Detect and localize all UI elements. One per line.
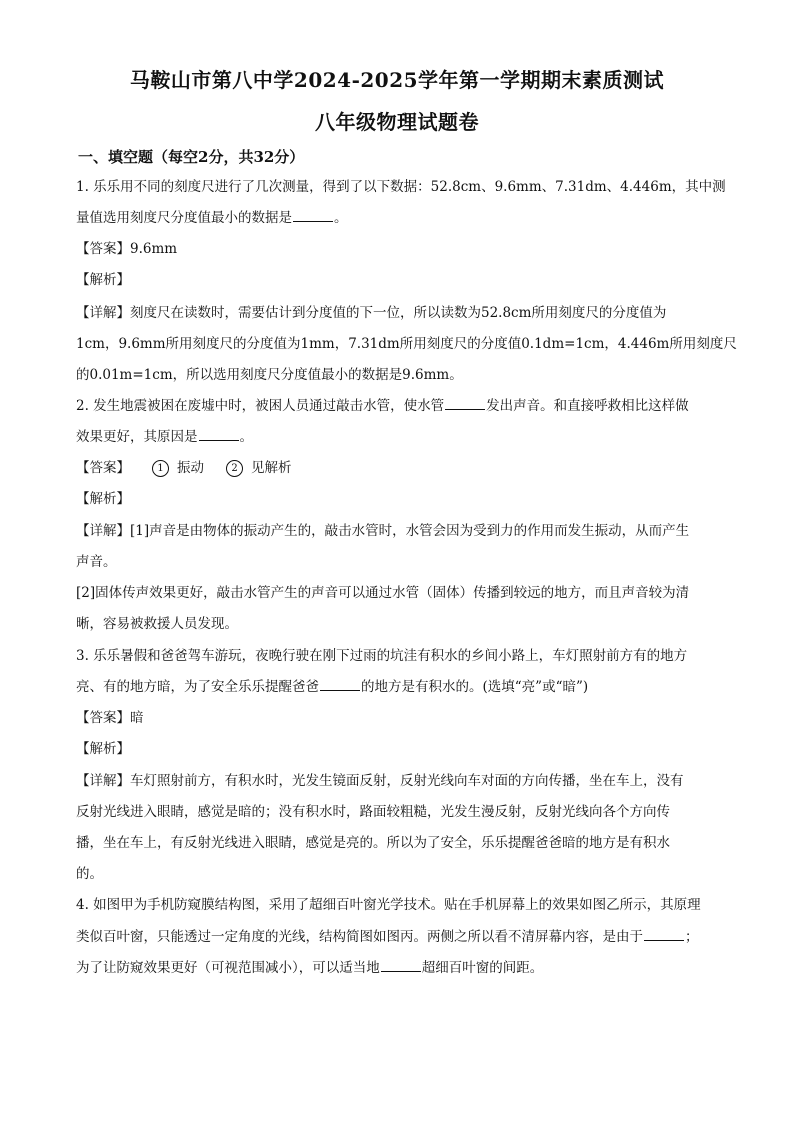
q1-text-line1: 1. 乐乐用不同的刻度尺进行了几次测量，得到了以下数据：52.8cm、9.6mm、7.31dm、4.446m，其中测 <box>76 179 726 195</box>
q1-text-line2 <box>76 209 726 227</box>
q3-text-line2 <box>76 678 726 696</box>
detail-text: 刻度尺在读数时，需要估计到分度值的下一位，所以读数为52.8cm所用刻度尺的分度值为 <box>130 305 667 321</box>
q4-prompt-end: ； <box>685 929 699 945</box>
q2-prompt-cont: 发出声音。和直接呼救相比这样做 <box>486 398 689 414</box>
q4-text-line1: 4. 如图甲为手机防窥膜结构图，采用了超细百叶窗光学技术。贴在手机屏幕上的效果如图乙所示，其原理 <box>76 897 701 913</box>
answer-blank <box>293 209 333 222</box>
q3-detail-line1 <box>76 772 726 790</box>
q2-detail-line2: 声音。 <box>76 554 117 570</box>
q1-detail-line2: 1cm，9.6mm所用刻度尺的分度值为1mm，7.31dm所用刻度尺的分度值0.1dm=1cm，4.446m所用刻度尺 <box>76 336 737 352</box>
detail-text: 车灯照射前方，有积水时，光发生镜面反射，反射光线向车对面的方向传播，坐在车上，没有 <box>130 773 684 789</box>
exam-subtitle: 八年级物理试题卷 <box>315 110 479 134</box>
q1-answer <box>76 240 726 258</box>
q2-analysis: 【解析】 <box>76 491 130 507</box>
q1-detail-line3: 的0.01m=1cm，所以选用刻度尺分度值最小的数据是9.6mm。 <box>76 367 463 383</box>
q2-detail-line1 <box>76 522 726 540</box>
answer-blank <box>445 397 485 410</box>
answer-tag: 【答案】 <box>76 241 130 257</box>
circled-number-1: 1 <box>152 460 169 477</box>
q1-detail-line1 <box>76 304 726 322</box>
answer-blank <box>199 428 239 441</box>
q3-detail-line3: 播，坐在车上，有反射光线进入眼睛，感觉是亮的。所以为了安全，乐乐提醒爸爸暗的地方是有积水 <box>76 835 670 851</box>
q3-prompt: 亮、有的地方暗，为了安全乐乐提醒爸爸 <box>76 679 319 695</box>
q1-prompt-end: 。 <box>334 210 348 226</box>
answer-blank <box>381 959 421 972</box>
q3-prompt-end: 的地方是有积水的。(选填“亮”或“暗”) <box>361 679 589 695</box>
detail-text: [1]声音是由物体的振动产生的，敲击水管时，水管会因为受到力的作用而发生振动，从而产生 <box>130 523 690 539</box>
q2-answer <box>76 459 726 477</box>
q3-detail-line2: 反射光线进入眼睛，感觉是暗的；没有积水时，路面较粗糙，光发生漫反射，反射光线向各个方向传 <box>76 804 670 820</box>
answer-value-1: 振动 <box>177 460 204 476</box>
q1-analysis: 【解析】 <box>76 272 130 288</box>
q4-text-line3 <box>76 959 726 977</box>
q3-analysis: 【解析】 <box>76 741 130 757</box>
answer-value-2: 见解析 <box>251 460 292 476</box>
q3-detail-line4: 的。 <box>76 866 103 882</box>
exam-title: 马鞍山市第八中学2024-2025学年第一学期期末素质测试 <box>129 68 665 92</box>
q4-prompt: 类似百叶窗，只能透过一定角度的光线，结构简图如图丙。两侧之所以看不清屏幕内容，是由于 <box>76 929 643 945</box>
q2-text-line2 <box>76 428 726 446</box>
q2-prompt2: 效果更好，其原因是 <box>76 429 198 445</box>
answer-value: 暗 <box>130 710 144 726</box>
q4-prompt3-end: 超细百叶窗的间距。 <box>421 960 544 976</box>
q2-detail-line4: 晰，容易被救援人员发现。 <box>76 616 238 632</box>
section-heading: 一、填空题（每空2分，共32分） <box>78 148 305 166</box>
q1-prompt: 量值选用刻度尺分度值最小的数据是 <box>76 210 292 226</box>
q3-text-line1: 3. 乐乐暑假和爸爸驾车游玩，夜晚行驶在刚下过雨的坑洼有积水的乡间小路上，车灯照射前方有的地方 <box>76 648 688 664</box>
circled-number-2: 2 <box>226 460 243 477</box>
detail-tag: 【详解】 <box>76 773 130 789</box>
detail-tag: 【详解】 <box>76 305 130 321</box>
answer-tag: 【答案】 <box>76 460 130 476</box>
answer-blank <box>644 928 684 941</box>
detail-tag: 【详解】 <box>76 523 130 539</box>
answer-value: 9.6mm <box>130 241 178 257</box>
q4-text-line2 <box>76 928 726 946</box>
answer-blank <box>320 678 360 691</box>
q2-prompt2-end: 。 <box>239 429 253 445</box>
q2-detail-line3: [2]固体传声效果更好，敲击水管产生的声音可以通过水管（固体）传播到较远的地方，而且声音较为清 <box>76 585 690 601</box>
answer-tag: 【答案】 <box>76 710 130 726</box>
q4-prompt3: 为了让防窥效果更好（可视范围减小），可以适当地 <box>76 960 380 976</box>
q2-text-line1 <box>76 397 726 415</box>
q2-prompt: 2. 发生地震被困在废墟中时，被困人员通过敲击水管，使水管 <box>76 398 445 414</box>
q3-answer <box>76 709 726 727</box>
